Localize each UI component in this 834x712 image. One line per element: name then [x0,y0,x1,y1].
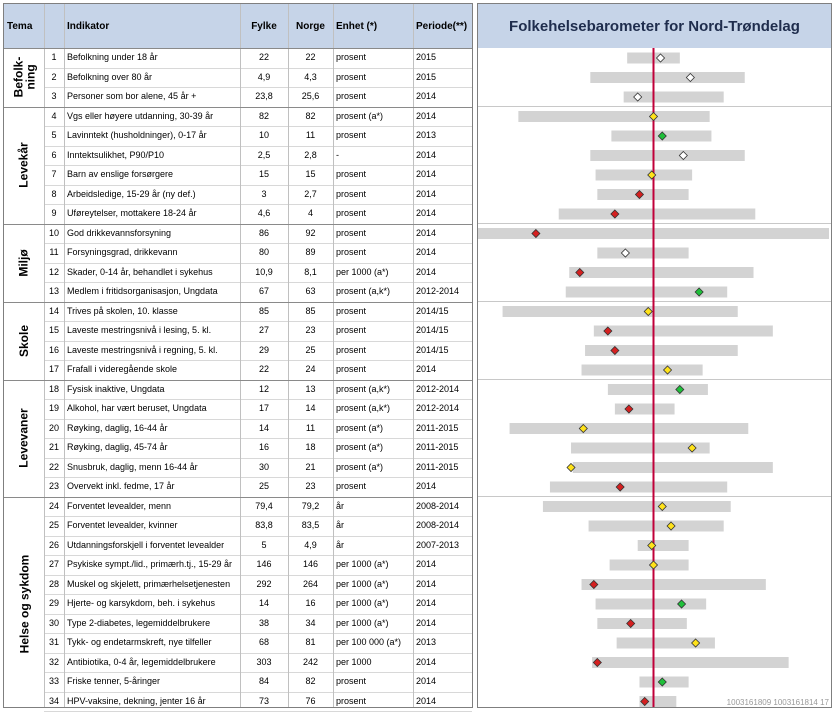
cell-enhet: prosent [336,364,367,374]
column-divider [288,4,289,707]
table-row [4,243,472,263]
cell-fylke: 2,5 [257,149,271,160]
cell-enhet: prosent (a*) [336,442,384,452]
table-row [4,380,472,400]
table-row [4,497,472,517]
cell-fylke: 146 [256,559,272,569]
cell-enhet: per 1000 (a*) [336,266,389,277]
cell-norge: 11 [305,130,316,140]
cell-indikator: Befolkning under 18 år [67,52,158,62]
cell-norge: 22 [305,52,316,62]
range-bar [596,599,707,610]
cell-norge: 79,2 [301,500,320,511]
table-row [4,575,472,595]
cell-nr: 30 [48,617,59,628]
barometer-page [3,3,832,708]
range-bar [594,326,773,337]
cell-periode: 2014 [416,578,437,589]
cell-enhet: prosent (a*) [336,110,384,121]
table-row [4,419,472,439]
cell-norge: 83,5 [301,520,320,530]
cell-norge: 82 [305,676,316,686]
cell-indikator: Uføreytelser, mottakere 18-24 år [67,208,197,218]
cell-periode: 2011-2015 [416,461,459,472]
chart-plot [478,4,831,707]
cell-norge: 34 [305,617,316,628]
cell-nr: 12 [48,266,59,277]
cell-norge: 4,3 [304,71,317,82]
cell-norge: 81 [305,637,316,647]
cell-nr: 34 [48,695,59,706]
cell-indikator: Alkohol, har vært beruset, Ungdata [67,403,207,413]
table-row [4,321,472,341]
cell-indikator: Hjerte- og karsykdom, beh. i sykehus [67,598,216,608]
header-norge: Norge [288,4,333,48]
cell-fylke: 22 [258,364,269,374]
range-bar [590,150,744,161]
cell-nr: 10 [48,227,59,238]
cell-enhet: år [336,539,345,550]
table-row [4,282,472,302]
cell-norge: 82 [305,110,316,121]
cell-indikator: Frafall i videregående skole [67,364,178,374]
cell-enhet: prosent [336,695,367,706]
range-bar [573,462,773,473]
cell-enhet: prosent (a*) [336,461,384,472]
cell-enhet: per 1000 (a*) [336,617,389,628]
group-label-text: Levekår [17,142,31,188]
cell-norge: 25 [305,344,316,355]
range-bar [582,365,703,376]
cell-periode: 2014 [416,188,437,199]
cell-periode: 2014 [416,617,437,628]
header-periode: Periode(**) [413,4,472,48]
cell-periode: 2014/15 [416,325,449,335]
cell-norge: 11 [305,422,316,433]
cell-nr: 33 [48,676,59,686]
cell-norge: 2,8 [304,149,317,160]
cell-norge: 2,7 [304,188,317,199]
range-bar [589,521,724,532]
cell-periode: 2015 [416,71,437,82]
range-bar [503,306,738,317]
cell-indikator: Type 2-diabetes, legemiddelbrukere [67,617,211,628]
table-row [4,477,472,497]
cell-indikator: Forventet levealder, kvinner [67,520,178,530]
cell-indikator: Antibiotika, 0-4 år, legemiddelbrukere [67,656,216,667]
group-label [4,107,44,224]
cell-fylke: 292 [256,578,272,589]
table-row [4,633,472,653]
cell-periode: 2014 [416,695,437,706]
cell-fylke: 67 [258,286,269,296]
range-bar [582,579,766,590]
cell-norge: 242 [302,656,319,667]
cell-periode: 2014/15 [416,344,449,355]
cell-fylke: 17 [258,403,269,413]
cell-nr: 1 [51,52,57,62]
cell-periode: 2014 [416,598,437,608]
cell-nr: 26 [48,539,59,550]
cell-periode: 2014 [416,676,437,686]
cell-fylke: 79,4 [255,500,273,511]
cell-periode: 2012-2014 [416,403,460,413]
cell-indikator: Befolkning over 80 år [67,71,153,82]
cell-indikator: Forventet levealder, menn [67,500,172,511]
group-label [4,497,44,712]
cell-enhet: prosent [336,305,367,316]
cell-indikator: Snusbruk, daglig, menn 16-44 år [67,461,198,472]
cell-enhet: prosent [336,188,367,199]
cell-norge: 63 [305,286,316,296]
cell-nr: 16 [48,344,59,355]
table-row [4,165,472,185]
table-row [4,126,472,146]
cell-norge: 85 [305,305,316,316]
cell-enhet: prosent [336,71,367,82]
cell-fylke: 73 [258,695,269,706]
cell-periode: 2007-2013 [416,539,460,550]
cell-nr: 7 [51,169,57,179]
cell-enhet: prosent [336,247,367,257]
range-bar [550,482,727,493]
cell-nr: 6 [51,149,57,160]
cell-enhet: prosent [336,208,367,218]
cell-indikator: God drikkevannsforsyning [67,227,172,238]
cell-enhet: prosent (a,k*) [336,403,391,413]
cell-fylke: 85 [258,305,269,316]
group-label [4,380,44,497]
cell-nr: 9 [51,208,57,218]
cell-enhet: per 1000 (a*) [336,598,389,608]
group-divider [4,380,472,381]
table-row [4,555,472,575]
range-bar [543,501,731,512]
cell-norge: 76 [305,695,316,706]
cell-indikator: Skader, 0-14 år, behandlet i sykehus [67,266,213,277]
cell-indikator: Røyking, daglig, 16-44 år [67,422,168,433]
cell-nr: 11 [49,247,59,257]
table-row [4,516,472,536]
cell-norge: 8,1 [304,266,317,277]
table-row [4,458,472,478]
cell-norge: 14 [305,403,316,413]
cell-periode: 2011-2015 [416,442,459,452]
table-row [4,204,472,224]
cell-enhet: prosent [336,169,367,179]
cell-fylke: 80 [258,247,269,257]
column-divider [64,4,65,707]
range-bar [597,248,688,259]
cell-indikator: Trives på skolen, 10. klasse [67,305,178,316]
cell-fylke: 25 [258,481,269,491]
cell-enhet: prosent (a*) [336,422,384,433]
header-nr [44,4,64,48]
cell-nr: 28 [48,578,59,589]
cell-periode: 2014 [416,227,437,238]
table-row [4,672,472,692]
cell-norge: 23 [305,481,316,491]
cell-norge: 21 [305,461,316,472]
cell-norge: 13 [305,383,316,394]
cell-enhet: prosent (a,k*) [336,383,391,394]
group-label [4,48,44,107]
cell-fylke: 4,6 [257,208,271,218]
cell-indikator: Vgs eller høyere utdanning, 30-39 år [67,110,214,121]
cell-indikator: Utdanningsforskjell i forventet levealder [67,539,225,550]
cell-nr: 22 [48,461,59,472]
cell-enhet: per 100 000 (a*) [336,637,402,647]
group-divider [4,497,472,498]
cell-nr: 32 [48,656,59,667]
table-row [4,594,472,614]
cell-periode: 2008-2014 [416,500,460,511]
cell-enhet: prosent [336,130,367,140]
table-row [4,438,472,458]
cell-periode: 2014/15 [416,305,449,316]
cell-indikator: Overvekt inkl. fedme, 17 år [67,481,175,491]
range-bar [592,657,789,668]
cell-enhet: prosent [336,481,367,491]
cell-enhet: år [336,500,345,511]
table-row [4,87,472,107]
cell-periode: 2013 [416,130,437,140]
cell-indikator: Fysisk inaktive, Ungdata [67,383,165,394]
cell-norge: 4 [307,208,313,218]
cell-nr: 3 [51,91,57,101]
table-row [4,107,472,127]
range-bar [608,384,708,395]
cell-nr: 24 [48,500,59,511]
cell-norge: 18 [305,442,316,452]
cell-enhet: prosent [336,227,367,238]
cell-nr: 14 [48,305,59,316]
column-divider [333,4,334,707]
cell-norge: 4,9 [304,539,317,550]
header-enhet: Enhet (*) [333,4,413,48]
cell-nr: 19 [48,403,59,413]
cell-indikator: Barn av enslige forsørgere [67,169,174,179]
cell-nr: 5 [51,130,57,140]
cell-fylke: 38 [258,617,269,628]
cell-enhet: - [336,149,339,160]
table-row [4,302,472,322]
cell-periode: 2014 [416,656,437,667]
table-row [4,341,472,361]
cell-fylke: 23,8 [255,91,273,101]
cell-fylke: 15 [258,169,269,179]
cell-fylke: 84 [258,676,269,686]
cell-fylke: 22 [258,52,269,62]
cell-periode: 2012-2014 [416,286,460,296]
table-row [4,224,472,244]
range-bar [597,618,687,629]
cell-norge: 25,6 [301,91,320,101]
cell-fylke: 82 [258,110,269,121]
cell-indikator: Friske tenner, 5-åringer [67,676,161,686]
cell-fylke: 10,9 [255,266,273,277]
group-divider [4,224,472,225]
cell-fylke: 14 [258,422,269,433]
cell-norge: 146 [302,559,319,569]
cell-nr: 8 [51,188,57,199]
range-bar [638,540,689,551]
cell-norge: 92 [305,227,316,238]
cell-norge: 264 [302,578,319,589]
cell-enhet: prosent [336,325,367,335]
cell-periode: 2015 [416,52,437,62]
cell-periode: 2014 [416,208,437,218]
range-bar [569,267,753,278]
cell-nr: 18 [48,383,59,394]
cell-nr: 27 [48,559,59,569]
barometer-chart [477,3,832,708]
column-divider [240,4,241,707]
header-fylke: Fylke [240,4,288,48]
footer-id: 1003161809 1003161814 17 [726,698,829,707]
cell-fylke: 3 [261,188,267,199]
cell-periode: 2014 [416,91,437,101]
cell-periode: 2011-2015 [416,422,459,433]
range-bar [518,111,709,122]
group-label-text: Skole [16,324,31,357]
cell-norge: 16 [305,598,316,608]
header-tema: Tema [4,4,44,48]
group-label-text: Miljø [16,248,31,277]
cell-periode: 2014 [416,247,437,257]
cell-fylke: 303 [256,656,272,667]
table-row [4,653,472,673]
cell-fylke: 86 [258,227,269,238]
cell-nr: 4 [51,110,57,121]
cell-indikator: Lavinntekt (husholdninger), 0-17 år [67,130,207,140]
cell-fylke: 29 [258,344,269,355]
cell-enhet: prosent [336,91,367,101]
header-divider [4,48,472,49]
table-row [4,48,472,68]
cell-periode: 2014 [416,559,437,569]
cell-nr: 23 [48,481,59,491]
cell-nr: 15 [48,325,59,335]
chart-title: Folkehelsebarometer for Nord-Trøndelag [478,4,831,48]
cell-nr: 13 [48,286,59,296]
range-bar [510,423,749,434]
cell-indikator: Laveste mestringsnivå i regning, 5. kl. [67,344,218,355]
cell-fylke: 68 [258,637,269,647]
cell-nr: 2 [51,71,57,82]
cell-nr: 17 [48,364,59,374]
cell-indikator: Arbeidsledige, 15-29 år (ny def.) [67,188,196,199]
range-bar [615,404,675,415]
group-divider [4,107,472,108]
cell-periode: 2008-2014 [416,520,460,530]
cell-fylke: 12 [258,383,269,394]
table-row [4,68,472,88]
cell-enhet: prosent [336,344,367,355]
cell-nr: 31 [48,637,59,647]
group-divider [4,302,472,303]
table-row [4,399,472,419]
cell-indikator: Personer som bor alene, 45 år + [67,91,197,101]
cell-enhet: prosent [336,52,367,62]
column-divider [413,4,414,707]
group-label-text: Befolk- ning [11,56,38,98]
table-row [4,360,472,380]
table-row [4,536,472,556]
table-row [4,614,472,634]
cell-norge: 24 [305,364,316,374]
indicator-table [3,3,473,708]
cell-indikator: Tykk- og endetarmskreft, nye tilfeller [67,637,212,647]
range-bar [590,72,744,83]
cell-fylke: 16 [258,442,269,452]
group-label-text: Helse og sykdom [17,554,32,654]
cell-periode: 2014 [416,266,437,277]
cell-enhet: prosent [336,676,367,686]
cell-enhet: per 1000 (a*) [336,559,389,569]
cell-periode: 2014 [416,149,437,160]
cell-nr: 21 [48,442,59,452]
cell-periode: 2014 [416,481,437,491]
table-row [4,263,472,283]
range-bar [596,170,693,181]
cell-fylke: 83,8 [255,520,273,530]
cell-periode: 2014 [416,364,437,374]
cell-indikator: Psykiske sympt./lid., primærh.tj., 15-29 år [67,559,233,569]
cell-fylke: 5 [261,539,267,550]
cell-fylke: 27 [258,325,269,335]
cell-periode: 2012-2014 [416,383,460,394]
cell-indikator: Røyking, daglig, 45-74 år [67,442,168,452]
table-row [4,692,472,712]
cell-fylke: 10 [258,130,269,140]
cell-nr: 20 [48,422,59,433]
cell-indikator: Forsyningsgrad, drikkevann [67,247,178,257]
cell-enhet: per 1000 [336,656,372,667]
header-indikator: Indikator [64,4,240,48]
group-label [4,224,44,302]
cell-norge: 15 [305,169,316,179]
cell-fylke: 30 [258,461,269,472]
cell-fylke: 4,9 [257,71,271,82]
table-row [4,146,472,166]
cell-indikator: Medlem i fritidsorganisasjon, Ungdata [67,286,218,296]
cell-indikator: Muskel og skjelett, primærhelsetjenesten [67,578,231,589]
range-bar [585,345,738,356]
cell-indikator: HPV-vaksine, dekning, jenter 16 år [67,695,206,706]
group-label-text: Levevaner [17,408,31,468]
cell-periode: 2014 [416,169,437,179]
cell-indikator: Inntektsulikhet, P90/P10 [67,149,165,160]
cell-enhet: per 1000 (a*) [336,578,389,589]
cell-nr: 25 [48,520,59,530]
range-bar [559,209,756,220]
cell-nr: 29 [48,598,59,608]
cell-periode: 2013 [416,637,437,647]
group-label [4,302,44,380]
cell-enhet: år [336,520,345,530]
cell-periode: 2014 [416,110,437,121]
column-divider [44,4,45,707]
cell-enhet: prosent (a,k*) [336,286,391,296]
cell-norge: 89 [305,247,316,257]
table-row [4,185,472,205]
cell-fylke: 14 [258,598,269,608]
cell-indikator: Laveste mestringsnivå i lesing, 5. kl. [67,325,212,335]
cell-norge: 23 [305,325,316,335]
